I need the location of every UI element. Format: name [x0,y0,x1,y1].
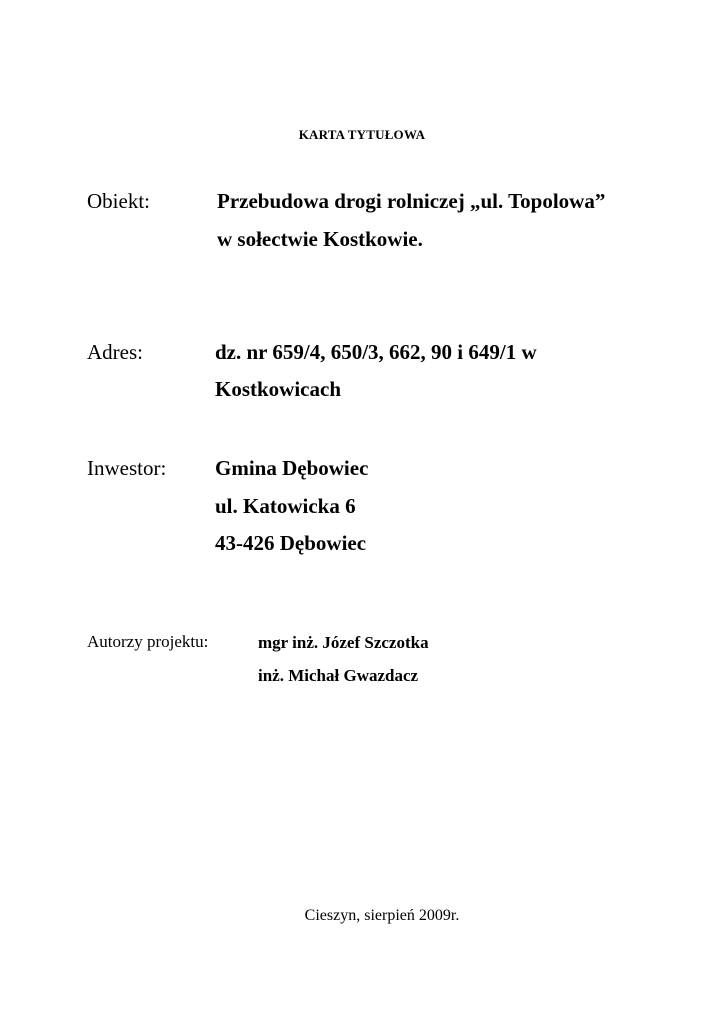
inwestor-label: Inwestor: [87,456,167,480]
adres-line-1: dz. nr 659/4, 650/3, 662, 90 i 649/1 w [215,340,537,364]
obiekt-line-1: Przebudowa drogi rolniczej „ul. Topolowa” [217,189,606,213]
document-title: KARTA TYTUŁOWA [298,127,426,142]
inwestor-line-1: Gmina Dębowiec [215,456,369,480]
autorzy-line-2: inż. Michał Gwazdacz [258,666,419,685]
autorzy-label: Autorzy projektu: [87,632,209,651]
adres-label: Adres: [87,340,143,364]
inwestor-line-3: 43-426 Dębowiec [215,531,367,555]
inwestor-line-2: ul. Katowicka 6 [215,494,356,518]
obiekt-label: Obiekt: [87,189,150,213]
obiekt-line-2: w sołectwie Kostkowie. [217,227,423,251]
adres-line-2: Kostkowicach [215,377,341,401]
place-date-footer: Cieszyn, sierpień 2009r. [304,907,460,924]
autorzy-line-1: mgr inż. Józef Szczotka [258,633,429,652]
